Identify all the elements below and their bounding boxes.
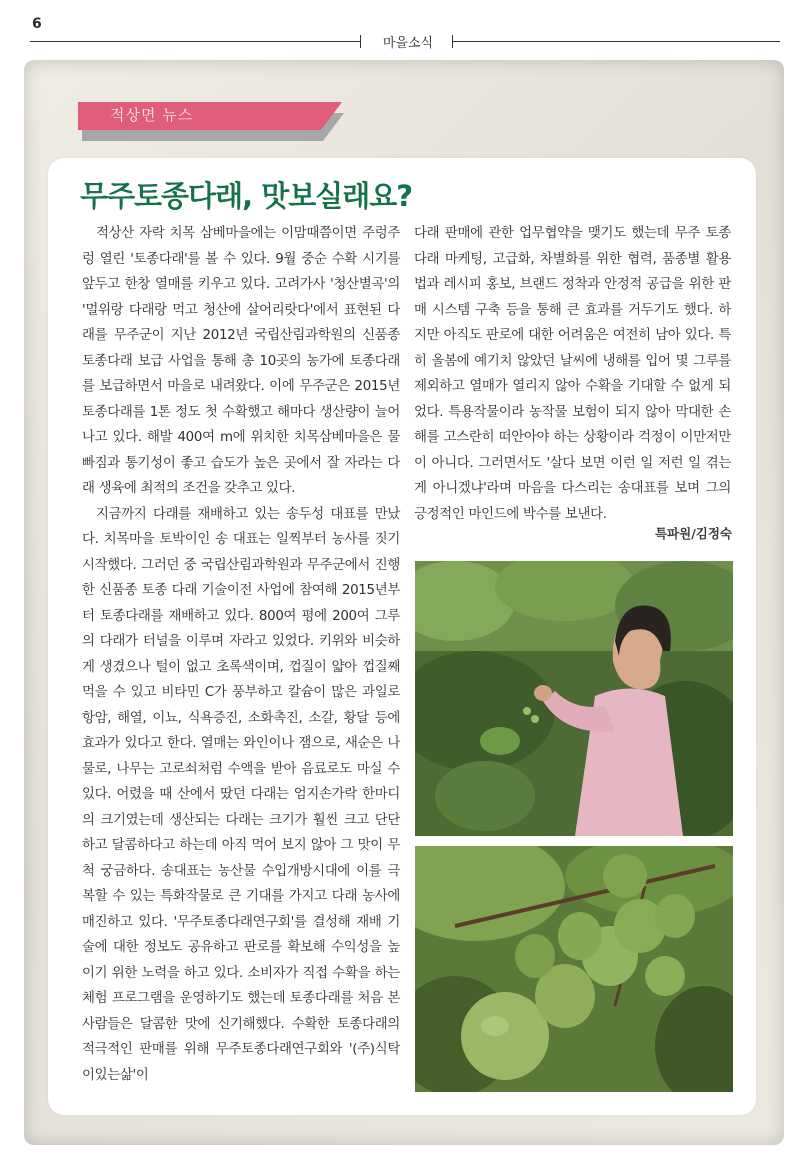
header-rule-right	[452, 41, 780, 42]
section-name: 마을소식	[382, 36, 434, 51]
photo-hardy-kiwi-fruits	[415, 846, 733, 1092]
header-rule-left	[30, 41, 360, 42]
article-column-left	[82, 221, 400, 1088]
section-tag-label: 적상면 뉴스	[110, 106, 194, 124]
page-number: 6	[32, 16, 42, 32]
header-tick-left	[360, 35, 361, 48]
photo-farmer-in-vineyard	[415, 561, 733, 836]
byline: 특파원/김정숙	[654, 526, 732, 541]
article-column-right	[414, 221, 731, 527]
article-paragraph: 다래 판매에 관한 업무협약을 맺기도 했는데 무주 토종다래 마케팅, 고급화, 차별화를 위한 협력, 품종별 활용법과 레시피 홍보, 브랜드 정착과 안정적 공급을 위한 판매 시스템 구축 등을 통해 큰 효과를 거두기도 했다. 하지만 아직도 판로에 대한 어려움은 여전히 남아 있다. 특히 올봄에 예기치 않았던 날씨에 냉해를 입어 몇 그루를 제외하고 열매가 열리지 않아 수확을 기대할 수 없게 되었다. 특용작물이라 농작물 보험이 되지 않아 막대한 손해를 고스란히 떠안아야 하는 상황이라 걱정이 이만저만이 아니다. 그러면서도 '살다 보면 이런 일 저런 일 겪는 게 아니겠냐'라며 마음을 다스리는 송대표를 보며 그의 긍정적인 마인드에 박수를 보낸다.	[414, 226, 731, 522]
article-title: 무주토종다래, 맛보실래요?	[80, 179, 413, 213]
article-paragraph: 지금까지 다래를 재배하고 있는 송두성 대표를 만났다. 치목마을 토박이인 송 대표는 일찍부터 농사를 짓기 시작했다. 그러던 중 국립산림과학원과 무주군에서 진행한 신품종 토종 다래 기술이전 사업에 참여해 2015년부터 토종다래를 재배하고 있다. 800여 평에 200여 그루의 다래가 터널을 이루며 자라고 있었다. 키위와 비슷하게 생겼으나 털이 없고 초록색이며, 껍질이 얇아 껍질째 먹을 수 있고 비타민 C가 풍부하고 칼슘이 많은 과일로 항암, 해열, 이뇨, 식욕증진, 소화촉진, 소갈, 황달 등에 효과가 있다고 한다. 열매는 와인이나 잼으로, 새순은 나물로, 나무는 고로쇠처럼 수액을 받아 음료로도 마실 수 있다. 어렸을 때 산에서 땄던 다래는 엄지손가락 한마디의 크기였는데 생산되는 다래는 크기가 훨씬 크고 단단하고 달콤하다고 하는데 아직 먹어 보지 않아 그 맛이 무척 궁금하다. 송대표는 농산물 수입개방시대에 이를 극복할 수 있는 특화작물로 큰 기대를 가지고 다래 농사에 매진하고 있다. '무주토종다래연구회'를 결성해 재배 기술에 대한 정보도 공유하고 판로를 확보해 수익성을 높이기 위한 노력을 하고 있다. 소비자가 직접 수확을 하는 체험 프로그램을 운영하기도 했는데 토종다래를 처음 본 사람들은 달콤한 맛에 신기해했다. 수확한 토종다래의 적극적인 판매를 위해 무주토종다래연구회와 '(주)식탁이있는삶'이	[82, 506, 400, 1083]
article-paragraph: 적상산 자락 치목 삼베마을에는 이맘때쯤이면 주렁주렁 열린 '토종다래'를 볼 수 있다. 9월 중순 수확 시기를 앞두고 한창 열매를 키우고 있다. 고려가사 '청산별곡'의 '멀위랑 다래랑 먹고 청산에 살어리랏다'에서 표현된 다래를 무주군이 지난 2012년 국립산림과학원의 신품종 토종다래 보급 사업을 통해 총 10곳의 농가에 토종다래를 보급하면서 마을로 내려왔다. 이에 무주군은 2015년 토종다래를 1톤 정도 첫 수확했고 해마다 생산량이 늘어나고 있다. 해발 400여 m에 위치한 치목삼베마을은 물 빠짐과 통기성이 좋고 습도가 높은 곳에서 잘 자라는 다래 생육에 최적의 조건을 갖추고 있다.	[82, 226, 400, 496]
